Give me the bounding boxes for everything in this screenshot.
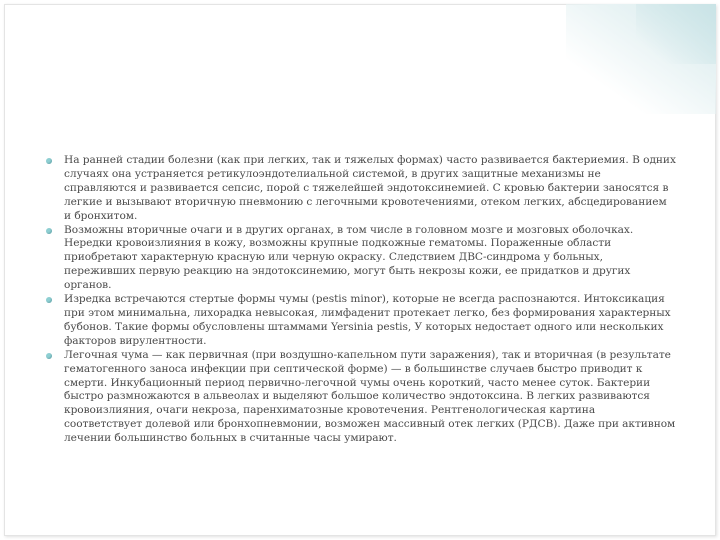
bullet-icon xyxy=(46,297,52,303)
corner-decoration-accent xyxy=(636,4,716,64)
bullet-text-2: Возможны вторичные очаги и в других органах, в том числе в головном мозге и мозговых оболочках. Нередки кровоизлияния в кожу, возможны крупные подкожные гематомы. Пораженные области приобретают характерную красную или черную окраску. Следствием ДВС-синдрома у больных, переживших первую реакцию на эндотоксинемию, могут быть некрозы кожи, ее придатков и других органов. xyxy=(64,223,634,292)
bullet-text-1: На ранней стадии болезни (как при легких, так и тяжелых формах) часто развивается бактериемия. В одних случаях она устраняется ретикулоэндотелиальной системой, в других защитные механизмы не справляются и развивается сепсис, порой с тяжелейшей эндотоксинемией. С кровью бактерии заносятся в легкие и вызывают вторичную пневмонию с легочными кровотечениями, отеком легких, абсцедированием и бронхитом. xyxy=(64,154,676,222)
bullet-text-4: Легочная чума — как первичная (при воздушно-капельном пути заражения), так и вторичная (в результате гематогенного заноса инфекции при септической форме) — в большинстве случаев быстро приводит к смерти. Инкубационный период первично-легочной чумы очень короткий, часто менее суток. Бактерии быстро размножаются в альвеолах и выделяют большое количество эндотоксина. В легких развиваются кровоизлияния, очаги некроза, паренхиматозные кровотечения. Рентгенологическая картина соответствует долевой или бронхопневмонии, возможен массивный отек легких (РДСВ). Даже при активном лечении большинство больных в считанные часы умирают. xyxy=(64,348,676,445)
bullet-icon xyxy=(46,353,52,359)
bullet-item-4 xyxy=(46,349,676,446)
bullet-item-3 xyxy=(46,293,676,349)
bullet-text-3: Изредка встречаются стертые формы чумы (pestis minor), которые не всегда распознаются. Интоксикация при этом минимальна, лихорадка невысокая, лимфаденит протекает легко, без формирования характерных бубонов. Такие формы обусловлены штаммами Yersinia pestis, У которых недостает одного или нескольких факторов вирулентности. xyxy=(64,293,671,347)
bullet-icon xyxy=(46,228,52,234)
bullet-list xyxy=(46,154,676,446)
bullet-icon xyxy=(46,158,52,164)
bullet-item-2 xyxy=(46,224,676,294)
bullet-item-1 xyxy=(46,154,676,224)
